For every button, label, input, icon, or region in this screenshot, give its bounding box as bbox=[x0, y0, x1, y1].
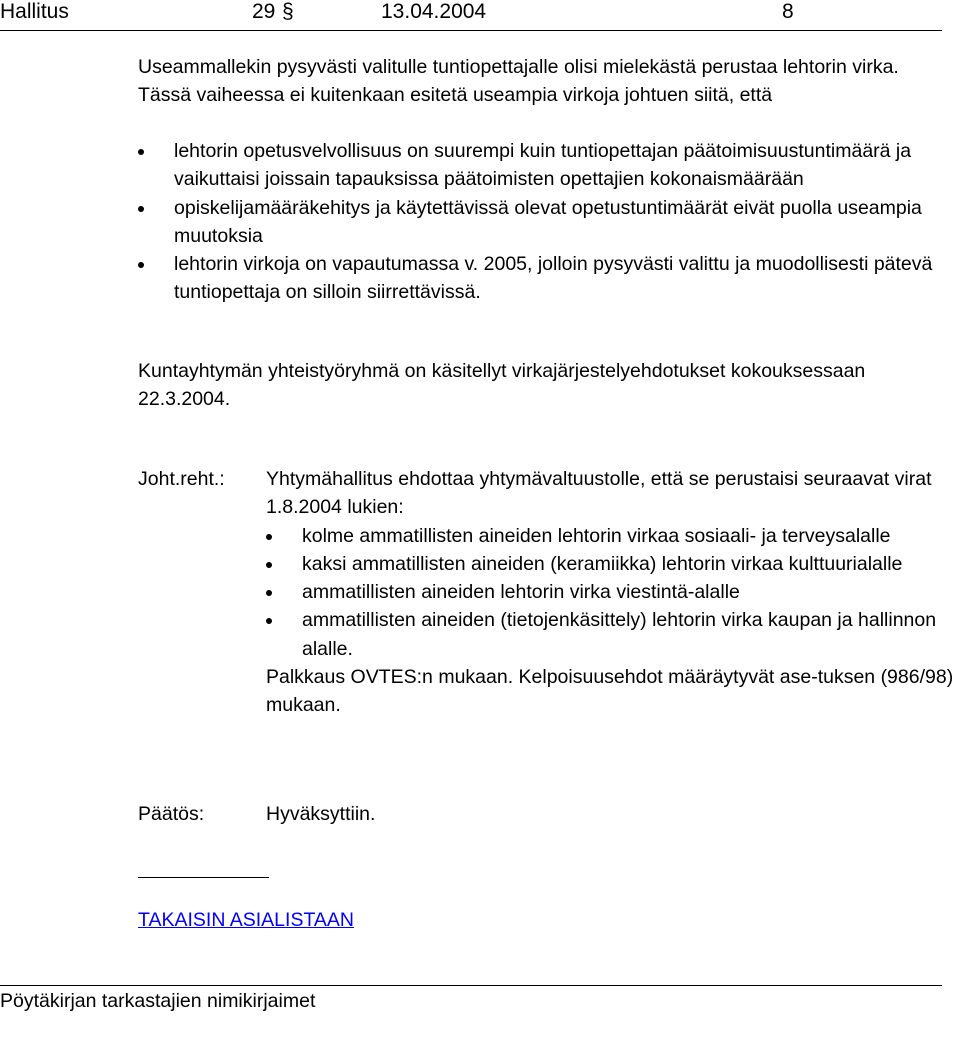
proposal-bullet-list bbox=[266, 522, 956, 663]
header-body-name: Hallitus bbox=[0, 0, 69, 23]
list-item bbox=[138, 194, 938, 251]
list-item bbox=[266, 550, 956, 578]
review-paragraph: Kuntayhtymän yhteistyöryhmä on käsitellyt virkajärjestelyehdotukset kokouksessaan 22.3.2004. bbox=[138, 360, 866, 411]
back-to-agenda-link[interactable]: TAKAISIN ASIALISTAAN bbox=[138, 909, 355, 931]
header-date: 13.04.2004 bbox=[381, 0, 487, 23]
footer-note: Pöytäkirjan tarkastajien nimikirjaimet bbox=[0, 990, 316, 1012]
list-item bbox=[266, 606, 956, 663]
header-divider bbox=[0, 30, 942, 31]
list-item-text: kolme ammatillisten aineiden lehtorin virkaa sosiaali- ja terveysalalle bbox=[302, 524, 891, 547]
bullet-icon bbox=[138, 149, 144, 155]
bullet-icon bbox=[266, 534, 272, 540]
list-item bbox=[266, 578, 956, 606]
list-item-text: opiskelijamääräkehitys ja käytettävissä olevat opetustuntimäärät eivät puolla useampia muutoksia bbox=[174, 196, 922, 247]
list-item bbox=[266, 522, 956, 550]
list-item-text: ammatillisten aineiden lehtorin virka viestintä-alalle bbox=[302, 581, 740, 604]
proposal-label: Joht.reht.: bbox=[138, 468, 225, 490]
section-divider bbox=[138, 877, 269, 878]
list-item-text: lehtorin virkoja on vapautumassa v. 2005, jolloin pysyvästi valittu ja muodollisesti pätevä tuntiopettaja on silloin siirrettävissä. bbox=[174, 253, 933, 304]
proposal-intro: Yhtymähallitus ehdottaa yhtymävaltuustolle, että se perustaisi seuraavat virat 1.8.2004 lukien: bbox=[266, 468, 932, 519]
list-item-text: lehtorin opetusvelvollisuus on suurempi kuin tuntiopettajan päätoimisuustuntimäärä ja vaikuttaisi joissain tapauksissa päätoimisten opettajien kokonaismäärään bbox=[174, 140, 912, 191]
bullet-icon bbox=[266, 618, 272, 624]
header-section-sign: § bbox=[282, 0, 294, 23]
footer-divider bbox=[0, 985, 942, 986]
proposal-section bbox=[266, 465, 956, 720]
page-header bbox=[0, 0, 960, 30]
bullet-icon bbox=[138, 206, 144, 212]
bullet-icon bbox=[266, 590, 272, 596]
intro-paragraph: Useammallekin pysyvästi valitulle tuntiopettajalle olisi mielekästä perustaa lehtorin virka. Tässä vaiheessa ei kuitenkaan esitetä useampia virkoja johtuen siitä, että bbox=[138, 56, 899, 107]
proposal-closing: Palkkaus OVTES:n mukaan. Kelpoisuusehdot määräytyvät ase-tuksen (986/98) mukaan. bbox=[266, 666, 954, 717]
header-page-number: 8 bbox=[782, 0, 794, 23]
decision-text: Hyväksyttiin. bbox=[266, 803, 376, 825]
bullet-icon bbox=[138, 262, 144, 268]
bullet-icon bbox=[266, 562, 272, 568]
decision-label: Päätös: bbox=[138, 803, 205, 825]
header-section-number: 29 bbox=[252, 0, 276, 23]
list-item-text: ammatillisten aineiden (tietojenkäsittely) lehtorin virka kaupan ja hallinnon alalle. bbox=[302, 609, 937, 660]
list-item-text: kaksi ammatillisten aineiden (keramiikka) lehtorin virkaa kulttuurialalle bbox=[302, 552, 903, 575]
list-item bbox=[138, 250, 938, 307]
list-item bbox=[138, 137, 938, 194]
intro-bullet-list bbox=[138, 137, 938, 307]
